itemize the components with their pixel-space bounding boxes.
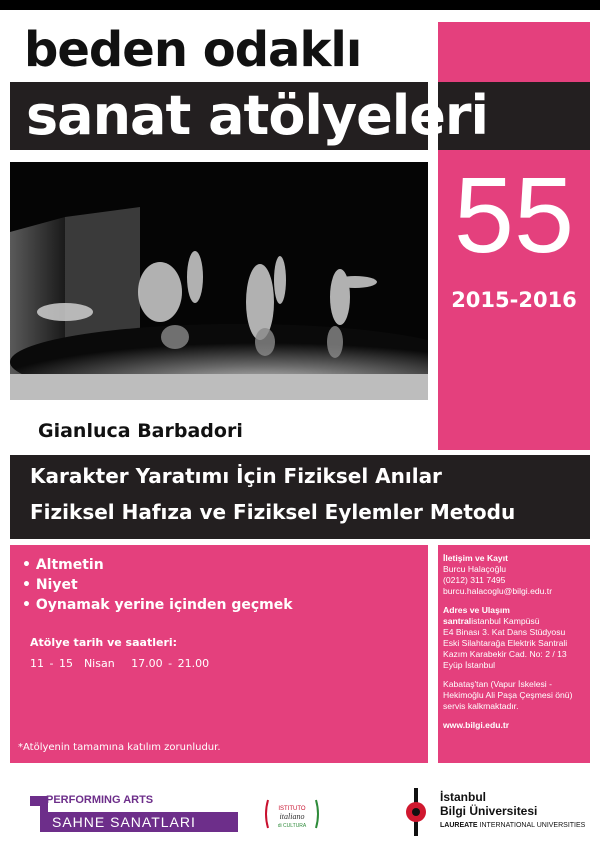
website-link[interactable]: www.bilgi.edu.tr [443, 720, 510, 730]
sahne-sanatlari-label: SAHNE SANATLARI [48, 812, 238, 832]
address-line1 [443, 616, 589, 627]
santral-brand: santral [443, 616, 472, 626]
edition-number: 55 [453, 154, 575, 275]
transport-info: Kabataş'tan (Vapur İskelesi - Hekimoğlu Ali Paşa Çeşmesi önü) servis kalkmaktadır. [443, 679, 573, 711]
attendance-note: *Atölyenin tamamına katılım zorunludur. [18, 742, 221, 753]
address-line4: Kazım Karabekir Cad. No: 2 / 13 [443, 649, 567, 659]
contact-email[interactable]: burcu.halacoglu@bilgi.edu.tr [443, 586, 553, 596]
contact-phone[interactable]: (0212) 311 7495 [443, 575, 506, 585]
university-line2: Bilgi Üniversitesi [440, 804, 538, 818]
svg-text:ISTITUTO: ISTITUTO [278, 806, 306, 812]
contact-name: Burcu Halaçoğlu [443, 564, 507, 574]
title-line1: beden odaklı [24, 22, 362, 78]
address-line3: Eski Silahtarağa Elektrik Santrali [443, 638, 568, 648]
workshop-title-line2: Fiziksel Hafıza ve Fiziksel Eylemler Metodu [30, 500, 516, 524]
contact-heading: İletişim ve Kayıt [443, 553, 508, 563]
sahne-logo-mark [28, 796, 48, 832]
laureate-label [440, 822, 585, 829]
performing-arts-label: PERFORMING ARTS [46, 794, 154, 806]
svg-text:di CULTURA: di CULTURA [277, 823, 307, 829]
season-years: 2015-2016 [451, 288, 577, 312]
dance-photo-image [10, 162, 428, 400]
topic-item: • Oynamak yerine içinden geçmek [22, 595, 293, 615]
bilgi-logo-mark [398, 788, 434, 836]
schedule-label: Atölye tarih ve saatleri: [30, 636, 178, 649]
laureate-rest: INTERNATIONAL UNIVERSITIES [477, 822, 586, 829]
address-line5: Eyüp İstanbul [443, 660, 496, 670]
address-heading: Adres ve Ulaşım [443, 605, 510, 615]
iic-logo [262, 796, 322, 832]
schedule-value: 11 - 15 Nisan 17.00 - 21.00 [30, 657, 210, 670]
topic-item: • Altmetin [22, 555, 293, 575]
instructor-name: Gianluca Barbadori [38, 420, 243, 442]
university-line1: İstanbul [440, 790, 487, 804]
address-line2: E4 Binası 3. Kat Dans Stüdyosu [443, 627, 566, 637]
top-bar [0, 0, 600, 10]
dance-photo [10, 162, 428, 400]
workshop-title-line1: Karakter Yaratımı İçin Fiziksel Anılar [30, 464, 442, 488]
contact-info [443, 553, 589, 731]
laureate-bold: LAUREATE [440, 822, 478, 829]
address-campus: istanbul Kampüsü [471, 616, 540, 626]
topic-list [22, 555, 293, 615]
title-line2: sanat atölyeleri [26, 84, 489, 147]
svg-text:italiano: italiano [279, 812, 305, 821]
university-name [440, 790, 537, 818]
topic-item: • Niyet [22, 575, 293, 595]
